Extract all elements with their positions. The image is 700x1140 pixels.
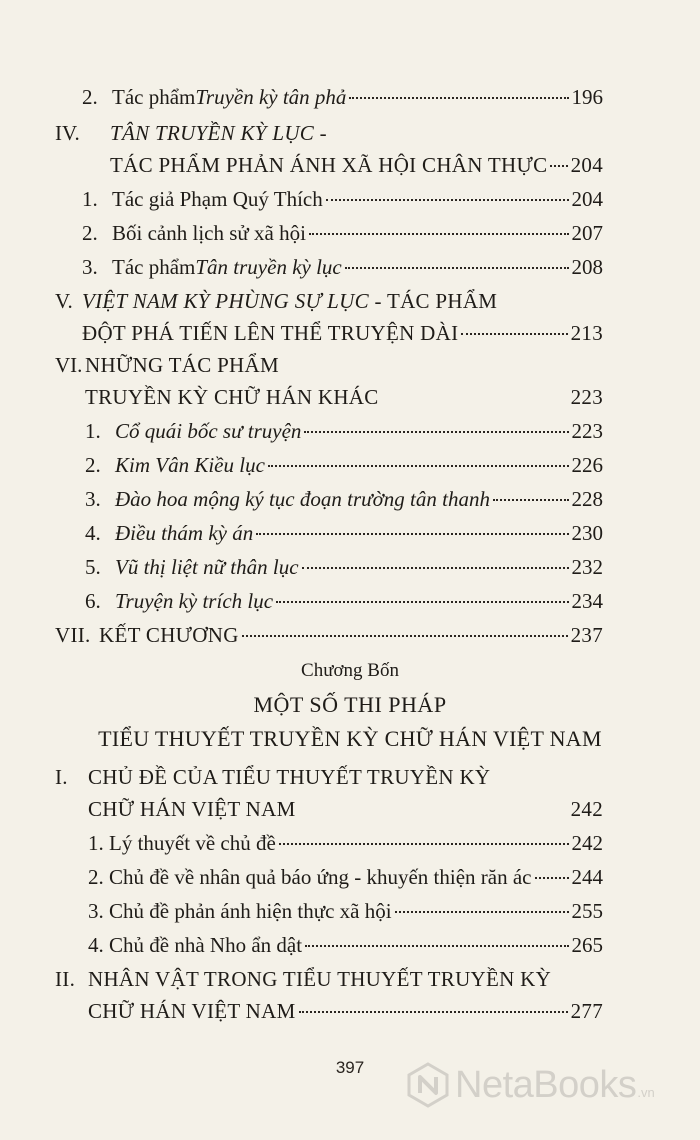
page-ref: 237 (570, 623, 603, 647)
section-title-line1: NHỮNG TÁC PHẨM (85, 353, 279, 377)
watermark (405, 1062, 655, 1108)
section-number: VI. (55, 353, 83, 377)
entry-title: Tác giả Phạm Quý Thích (112, 187, 323, 211)
toc-entry (82, 186, 603, 212)
toc-entry (88, 864, 603, 890)
entry-title: Tân truyền kỳ lục (195, 255, 342, 279)
toc-entry (85, 588, 603, 614)
toc-entry (88, 898, 603, 924)
netabooks-logo-icon (405, 1062, 451, 1108)
entry-title: 3. Chủ đề phản ánh hiện thực xã hội (88, 899, 392, 923)
entry-number: 4. (85, 521, 101, 545)
entry-title: Bối cảnh lịch sử xã hội (112, 221, 306, 245)
page-ref: 223 (570, 385, 603, 409)
section-title-rest: - TÁC PHẨM (368, 289, 498, 313)
entry-prefix: Tác phẩm (112, 85, 196, 109)
dot-leader (276, 601, 568, 603)
section-title-line2: ĐỘT PHÁ TIẾN LÊN THỂ TRUYỆN DÀI (82, 321, 459, 345)
toc-entry (85, 384, 603, 410)
entry-number: 3. (85, 487, 101, 511)
entry-number: 2. (82, 221, 98, 245)
page-ref: 255 (571, 899, 603, 923)
section-title-line2: TRUYỀN KỲ CHỮ HÁN KHÁC (85, 385, 379, 409)
toc-entry (88, 998, 603, 1024)
section-title-line1: CHỦ ĐỀ CỦA TIỂU THUYẾT TRUYỀN KỲ (88, 765, 491, 789)
chapter-title-line2: TIỂU THUYẾT TRUYỀN KỲ CHỮ HÁN VIỆT NAM (98, 726, 602, 751)
dot-leader (268, 465, 569, 467)
entry-title: 1. Lý thuyết về chủ đề (88, 831, 276, 855)
dot-leader (279, 843, 569, 845)
page-ref: 244 (571, 865, 603, 889)
entry-number: 6. (85, 589, 101, 613)
toc-entry (82, 254, 603, 280)
section-title-line2: TÁC PHẨM PHẢN ÁNH XÃ HỘI CHÂN THỰC (110, 153, 548, 177)
entry-title: Cổ quái bốc sư truyện (115, 419, 302, 443)
section-title-line1: TÂN TRUYỀN KỲ LỤC - (110, 121, 327, 145)
dot-leader (305, 945, 568, 947)
entry-title: Truyện kỳ trích lục (115, 589, 274, 613)
section-number: II. (55, 967, 76, 991)
page-ref: 265 (571, 933, 603, 957)
dot-leader (256, 533, 568, 535)
page-ref: 242 (571, 831, 603, 855)
toc-entry (85, 520, 603, 546)
section-number: I. (55, 765, 68, 789)
dot-leader (304, 431, 568, 433)
section-number: V. (55, 289, 73, 313)
toc-entry (88, 932, 603, 958)
toc-entry (85, 554, 603, 580)
section-title: KẾT CHƯƠNG (99, 623, 239, 647)
toc-entry (85, 418, 603, 444)
dot-leader (299, 1011, 568, 1013)
entry-title: 4. Chủ đề nhà Nho ẩn dật (88, 933, 303, 957)
dot-leader (535, 877, 569, 879)
page-ref: 242 (570, 797, 603, 821)
toc-entry (88, 796, 603, 822)
entry-prefix: Tác phẩm (112, 255, 196, 279)
toc-entry (110, 152, 603, 178)
toc-entry (82, 220, 603, 246)
page-ref: 223 (571, 419, 603, 443)
page-ref: 230 (571, 521, 603, 545)
entry-title: Vũ thị liệt nữ thân lục (115, 555, 299, 579)
toc-entry (82, 320, 603, 346)
dot-leader (326, 199, 569, 201)
entry-number: 2. (85, 453, 101, 477)
entry-number: 3. (82, 255, 98, 279)
spacer (299, 809, 568, 811)
dot-leader (345, 267, 569, 269)
dot-leader (461, 333, 567, 335)
section-title-line2: CHỮ HÁN VIỆT NAM (88, 999, 296, 1023)
page-ref: 213 (570, 321, 603, 345)
entry-title: 2. Chủ đề về nhân quả báo ứng - khuyến thiện răn ác (88, 865, 532, 889)
entry-title: Điều thám kỳ án (115, 521, 254, 545)
page-ref: 204 (570, 153, 603, 177)
toc-entry (55, 622, 603, 648)
page-ref: 277 (570, 999, 603, 1023)
entry-number: 5. (85, 555, 101, 579)
chapter-label: Chương Bốn (301, 660, 399, 681)
page-ref: 207 (571, 221, 603, 245)
entry-number: 1. (82, 187, 98, 211)
toc-entry (88, 830, 603, 856)
toc-entry (85, 486, 603, 512)
chapter-title-line1: MỘT SỐ THI PHÁP (253, 692, 447, 717)
page-ref: 204 (571, 187, 603, 211)
dot-leader (309, 233, 569, 235)
section-title-line1 (82, 288, 497, 314)
entry-number: 1. (85, 419, 101, 443)
page-ref: 234 (571, 589, 603, 613)
dot-leader (395, 911, 569, 913)
page-ref: 208 (571, 255, 603, 279)
page-ref: 232 (571, 555, 603, 579)
page-ref: 196 (571, 85, 603, 109)
page-ref: 228 (571, 487, 603, 511)
section-number: IV. (55, 121, 80, 145)
section-number: VII. (55, 623, 91, 647)
watermark-suffix: .vn (637, 1084, 655, 1100)
page-number: 397 (335, 1058, 365, 1077)
dot-leader (550, 165, 567, 167)
entry-title: Kim Vân Kiều lục (115, 453, 265, 477)
page-ref: 226 (571, 453, 603, 477)
toc-entry (85, 452, 603, 478)
entry-title: Đào hoa mộng ký tục đoạn trường tân thanh (115, 487, 490, 511)
section-title-line1: NHÂN VẬT TRONG TIỂU THUYẾT TRUYỀN KỲ (88, 967, 552, 991)
section-title-line2: CHỮ HÁN VIỆT NAM (88, 797, 296, 821)
entry-number: 2. (82, 85, 98, 109)
dot-leader (493, 499, 569, 501)
dot-leader (349, 97, 568, 99)
dot-leader (242, 635, 568, 637)
entry-title: Truyền kỳ tân phả (195, 85, 347, 109)
watermark-text: NetaBooks (455, 1063, 637, 1106)
toc-entry (82, 84, 603, 110)
section-title-italic: VIỆT NAM KỲ PHÙNG SỰ LỤC (82, 289, 369, 313)
dot-leader (302, 567, 569, 569)
spacer (382, 397, 568, 399)
